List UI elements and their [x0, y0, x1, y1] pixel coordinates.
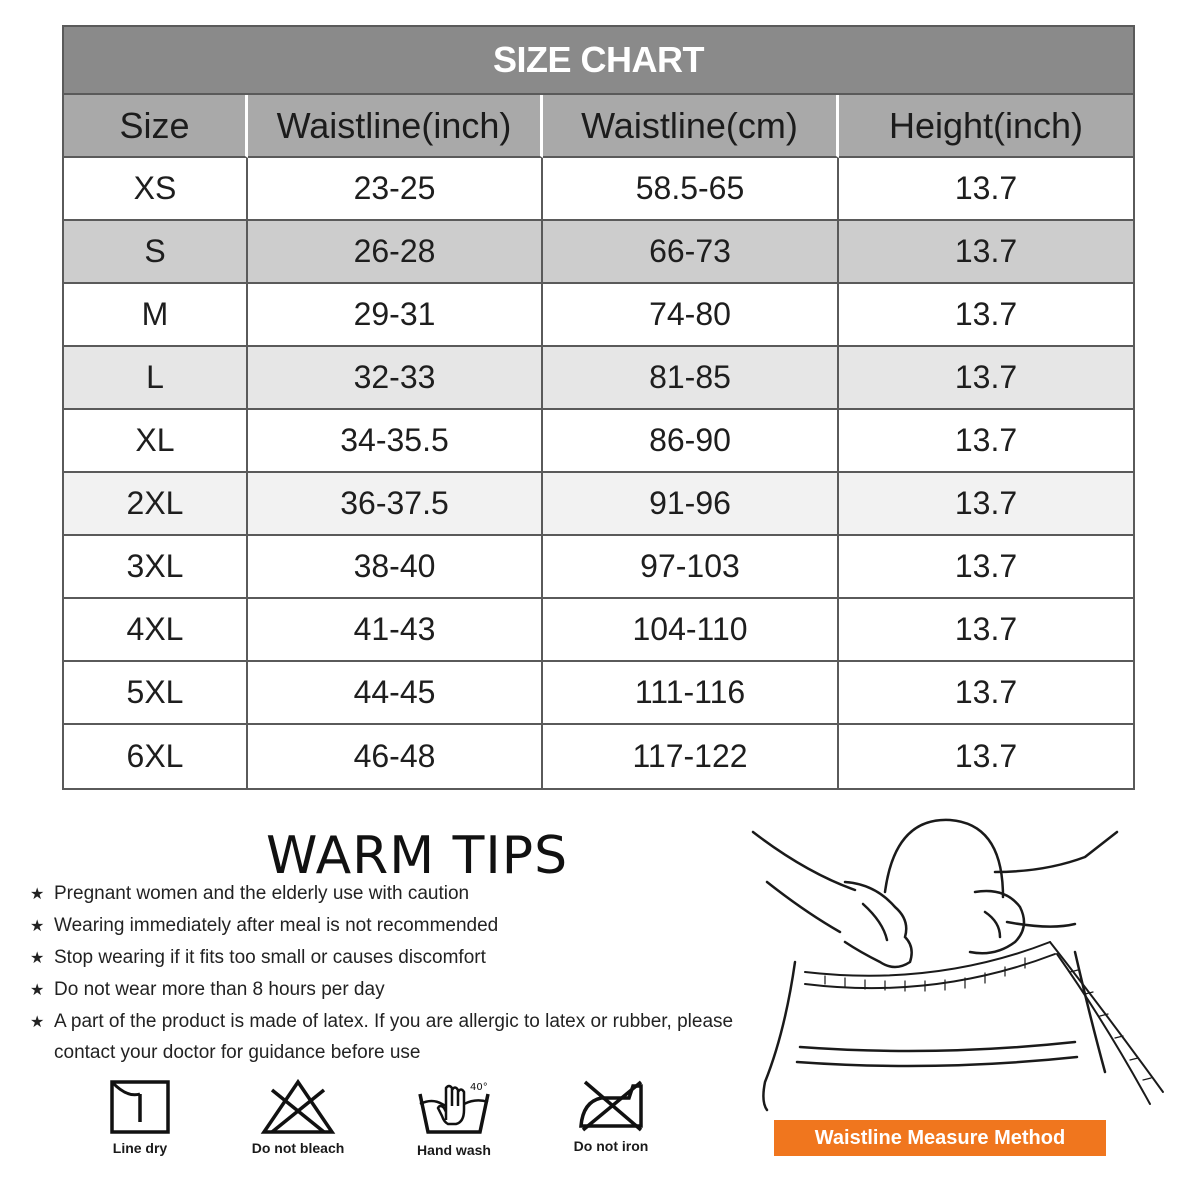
- table-row: [64, 347, 1133, 410]
- table-row: [64, 725, 1133, 788]
- cell-waistline-cm: 66-73: [543, 221, 839, 284]
- table-row: [64, 284, 1133, 347]
- cell-waistline-cm: 86-90: [543, 410, 839, 473]
- list-item: [30, 942, 770, 974]
- tip-text: Wearing immediately after meal is not recommended: [54, 915, 499, 936]
- no-iron-icon: [571, 1076, 651, 1134]
- header-size: Size: [64, 95, 248, 158]
- chart-body: [64, 158, 1133, 788]
- warm-tips-list: [30, 878, 770, 1068]
- svg-text:40°: 40°: [470, 1082, 488, 1093]
- cell-size: M: [64, 284, 248, 347]
- cell-size: 5XL: [64, 662, 248, 725]
- cell-size: XS: [64, 158, 248, 221]
- cell-waistline-inch: 41-43: [248, 599, 543, 662]
- cell-waistline-cm: 111-116: [543, 662, 839, 725]
- cell-waistline-inch: 34-35.5: [248, 410, 543, 473]
- care-label: Do not iron: [573, 1138, 649, 1154]
- cell-size: L: [64, 347, 248, 410]
- cell-size: XL: [64, 410, 248, 473]
- cell-waistline-inch: 44-45: [248, 662, 543, 725]
- table-row: [64, 158, 1133, 221]
- cell-waistline-cm: 104-110: [543, 599, 839, 662]
- cell-size: 2XL: [64, 473, 248, 536]
- care-line-dry: [75, 1076, 205, 1156]
- cell-height-inch: 13.7: [839, 536, 1133, 599]
- tip-text: A part of the product is made of latex. If you are allergic to latex or rubber, please contact your doctor for guidance before use: [54, 1011, 734, 1063]
- list-item: [30, 974, 770, 1006]
- care-no-bleach: [233, 1076, 363, 1156]
- cell-height-inch: 13.7: [839, 284, 1133, 347]
- cell-waistline-inch: 32-33: [248, 347, 543, 410]
- star-icon: ★: [30, 1014, 45, 1031]
- care-no-iron: [546, 1076, 676, 1154]
- cell-waistline-inch: 23-25: [248, 158, 543, 221]
- table-row: [64, 221, 1133, 284]
- cell-height-inch: 13.7: [954, 738, 1018, 774]
- care-label: Hand wash: [417, 1142, 491, 1158]
- cell-waistline-cm: 74-80: [543, 284, 839, 347]
- tip-text: Do not wear more than 8 hours per day: [54, 979, 385, 1000]
- cell-height-inch: 13.7: [839, 410, 1133, 473]
- cell-waistline-cm: 117-122: [543, 725, 839, 788]
- header-waistline-cm: Waistline(cm): [543, 95, 839, 158]
- cell-waistline-inch: 29-31: [248, 284, 543, 347]
- cell-waistline-inch: 36-37.5: [248, 473, 543, 536]
- tip-text: Pregnant women and the elderly use with caution: [54, 883, 470, 904]
- header-height-inch: Height(inch): [839, 95, 1133, 158]
- cell-height-inch: 13.7: [839, 158, 1133, 221]
- hand-wash-icon: [414, 1076, 494, 1138]
- waistline-measure-method-label: Waistline Measure Method: [774, 1120, 1106, 1156]
- table-row: [64, 410, 1133, 473]
- list-item: [30, 1006, 770, 1068]
- cell-waistline-cm: 91-96: [543, 473, 839, 536]
- chart-grid: [64, 95, 1133, 158]
- table-row: [64, 473, 1133, 536]
- chart-title: SIZE CHART: [64, 27, 1133, 95]
- no-bleach-icon: [258, 1076, 338, 1136]
- care-label: Do not bleach: [251, 1140, 345, 1156]
- cell-size: 4XL: [64, 599, 248, 662]
- list-item: [30, 878, 770, 910]
- cell-height-inch: 13.7: [839, 662, 1133, 725]
- header-waistline-inch: Waistline(inch): [248, 95, 543, 158]
- cell-waistline-inch: 46-48: [248, 725, 543, 788]
- size-chart-table: [62, 25, 1135, 790]
- care-label: Line dry: [112, 1140, 168, 1156]
- cell-height-inch: 13.7: [839, 347, 1133, 410]
- cell-size: S: [64, 221, 248, 284]
- tip-text: Stop wearing if it fits too small or causes discomfort: [54, 947, 486, 968]
- line-dry-icon: [107, 1076, 173, 1136]
- table-row: [64, 662, 1133, 725]
- cell-height-inch: 13.7: [839, 221, 1133, 284]
- waist-measure-illustration: [745, 812, 1170, 1112]
- star-icon: ★: [30, 982, 45, 999]
- care-hand-wash: [389, 1076, 519, 1158]
- cell-height-inch: 13.7: [839, 473, 1133, 536]
- table-row: [64, 599, 1133, 662]
- cell-waistline-inch: 26-28: [248, 221, 543, 284]
- star-icon: ★: [30, 950, 45, 967]
- cell-waistline-cm: 81-85: [543, 347, 839, 410]
- list-item: [30, 910, 770, 942]
- cell-size: 3XL: [64, 536, 248, 599]
- star-icon: ★: [30, 886, 45, 903]
- table-row: [64, 536, 1133, 599]
- cell-waistline-cm: 58.5-65: [543, 158, 839, 221]
- cell-waistline-cm: 97-103: [543, 536, 839, 599]
- cell-height-inch: 13.7: [839, 599, 1133, 662]
- cell-size: 6XL: [64, 725, 248, 788]
- warm-tips-title: WARM TIPS: [266, 826, 569, 886]
- star-icon: ★: [30, 918, 45, 935]
- cell-waistline-inch: 38-40: [248, 536, 543, 599]
